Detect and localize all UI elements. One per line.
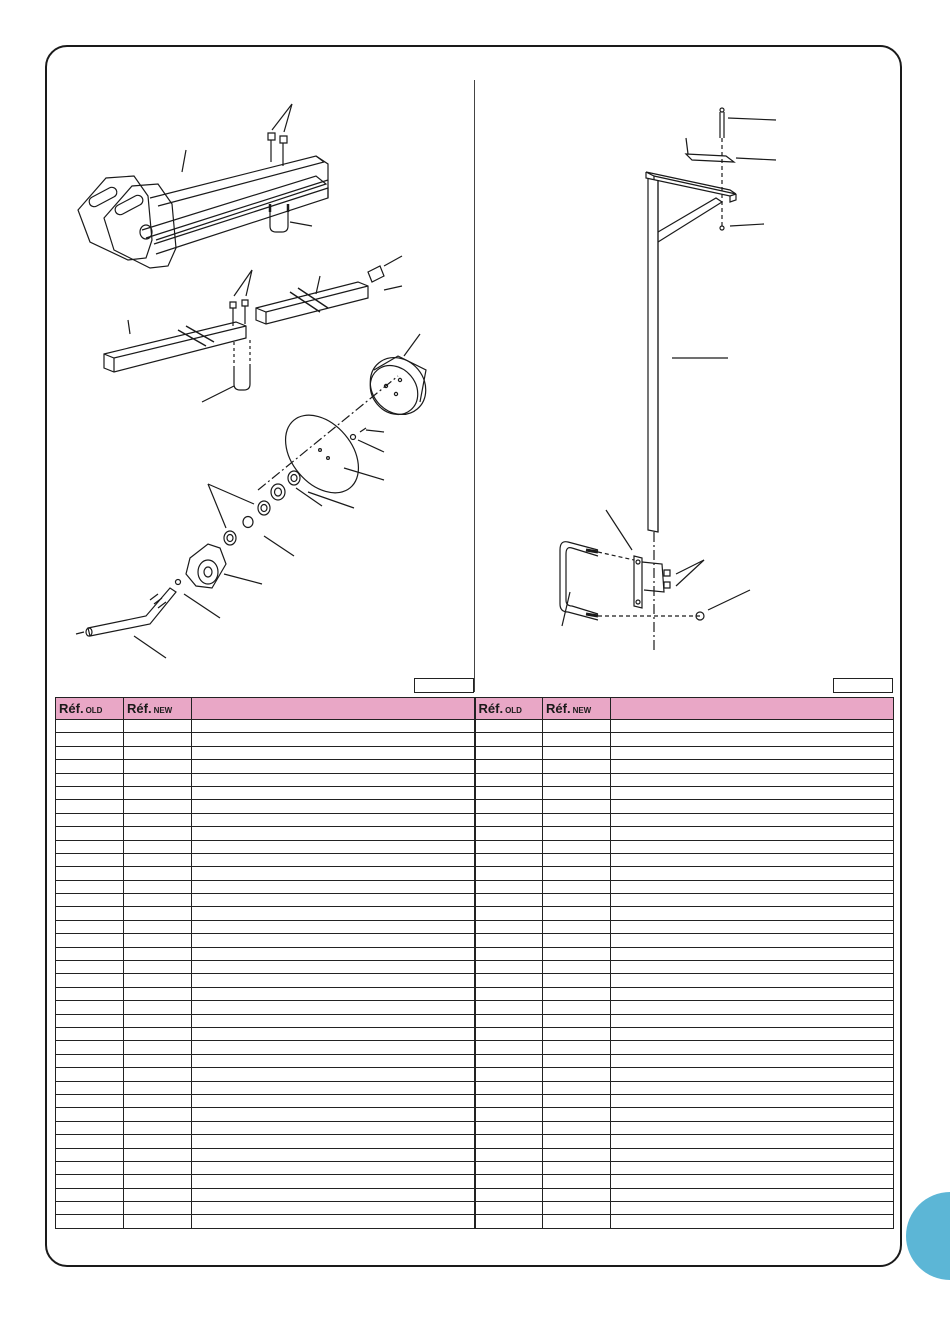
table-cell (611, 934, 894, 947)
table-cell (475, 894, 543, 907)
table-cell (56, 1215, 124, 1228)
table-cell (56, 800, 124, 813)
table-cell (124, 773, 192, 786)
table-cell (124, 867, 192, 880)
table-row (56, 746, 894, 759)
table-cell (611, 1161, 894, 1174)
table-cell (192, 920, 475, 933)
table-cell (611, 813, 894, 826)
table-cell (611, 1081, 894, 1094)
table-cell (543, 1148, 611, 1161)
table-cell (124, 813, 192, 826)
table-cell (475, 880, 543, 893)
table-cell (475, 867, 543, 880)
table-cell (543, 760, 611, 773)
table-cell (543, 961, 611, 974)
table-cell (124, 1215, 192, 1228)
table-cell (192, 894, 475, 907)
table-cell (56, 934, 124, 947)
table-cell (543, 920, 611, 933)
table-cell (611, 1202, 894, 1215)
table-cell (192, 1188, 475, 1201)
table-row (56, 880, 894, 893)
table-row (56, 800, 894, 813)
table-row (56, 1108, 894, 1121)
table-cell (56, 1135, 124, 1148)
table-cell (543, 1202, 611, 1215)
hub (186, 544, 226, 588)
table-cell (124, 746, 192, 759)
table-cell (56, 974, 124, 987)
table-cell (543, 1041, 611, 1054)
table-cell (124, 894, 192, 907)
table-cell (124, 1135, 192, 1148)
table-row (56, 867, 894, 880)
header-ref-new-right: Réf. NEW (543, 698, 611, 720)
table-cell (611, 961, 894, 974)
table-cell (543, 1135, 611, 1148)
figure-ref-box-left (414, 678, 474, 693)
table-cell (192, 827, 475, 840)
table-cell (611, 1094, 894, 1107)
table-cell (124, 1041, 192, 1054)
table-cell (475, 920, 543, 933)
table-cell (192, 934, 475, 947)
table-cell (56, 1148, 124, 1161)
table-cell (543, 1081, 611, 1094)
table-cell (192, 974, 475, 987)
table-cell (124, 1121, 192, 1134)
table-cell (192, 1041, 475, 1054)
bearing-rings (224, 471, 300, 545)
table-row (56, 840, 894, 853)
table-row (56, 1148, 894, 1161)
table-cell (543, 840, 611, 853)
table-cell (124, 934, 192, 947)
table-cell (611, 907, 894, 920)
table-cell (192, 773, 475, 786)
table-cell (192, 1161, 475, 1174)
table-cell (192, 733, 475, 746)
table-cell (611, 894, 894, 907)
table-cell (192, 1108, 475, 1121)
wall-clamp (634, 556, 670, 608)
table-cell (475, 720, 543, 733)
table-cell (56, 720, 124, 733)
table-cell (543, 733, 611, 746)
table-cell (192, 1121, 475, 1134)
table-cell (611, 840, 894, 853)
table-cell (124, 947, 192, 960)
table-cell (543, 907, 611, 920)
table-row (56, 853, 894, 866)
table-cell (56, 853, 124, 866)
table-cell (543, 813, 611, 826)
header-ref-new-left: Réf. NEW (124, 698, 192, 720)
table-cell (56, 867, 124, 880)
table-cell (56, 733, 124, 746)
table-cell (475, 1081, 543, 1094)
table-cell (124, 840, 192, 853)
table-row (56, 786, 894, 799)
table-cell (124, 961, 192, 974)
table-cell (611, 786, 894, 799)
table-cell (475, 1001, 543, 1014)
table-cell (56, 894, 124, 907)
table-cell (124, 1001, 192, 1014)
table-cell (124, 1094, 192, 1107)
table-cell (475, 1094, 543, 1107)
clamp-plate (686, 154, 734, 162)
table-cell (124, 1202, 192, 1215)
table-cell (543, 827, 611, 840)
exploded-diagram-right (478, 80, 892, 680)
table-cell (124, 1148, 192, 1161)
table-cell (611, 947, 894, 960)
tube-u-bolt (234, 340, 250, 390)
table-cell (475, 1175, 543, 1188)
table-cell (192, 1094, 475, 1107)
table-cell (192, 1202, 475, 1215)
table-cell (124, 733, 192, 746)
table-cell (475, 947, 543, 960)
table-cell (56, 1014, 124, 1027)
table-cell (56, 1161, 124, 1174)
table-cell (56, 840, 124, 853)
table-cell (56, 786, 124, 799)
page-tab-marker (906, 1192, 950, 1280)
table-cell (124, 720, 192, 733)
table-cell (192, 907, 475, 920)
table-row (56, 1135, 894, 1148)
table-cell (611, 720, 894, 733)
table-cell (56, 773, 124, 786)
table-row (56, 1188, 894, 1201)
table-row (56, 974, 894, 987)
table-cell (124, 800, 192, 813)
table-cell (475, 1068, 543, 1081)
arm-beams (140, 156, 328, 254)
table-row (56, 1068, 894, 1081)
table-cell (611, 987, 894, 1000)
table-cell (611, 1108, 894, 1121)
header-description-right (611, 698, 894, 720)
table-cell (192, 961, 475, 974)
table-cell (475, 853, 543, 866)
table-cell (475, 760, 543, 773)
table-cell (543, 1001, 611, 1014)
table-cell (611, 1014, 894, 1027)
table-cell (543, 934, 611, 947)
table-row (56, 813, 894, 826)
table-cell (543, 720, 611, 733)
table-cell (192, 1135, 475, 1148)
table-row (56, 1161, 894, 1174)
arm-u-bolt (270, 204, 288, 232)
table-cell (192, 720, 475, 733)
table-cell (543, 1054, 611, 1067)
table-cell (611, 1215, 894, 1228)
header-description-left (192, 698, 475, 720)
table-cell (475, 1148, 543, 1161)
table-cell (543, 1068, 611, 1081)
axle-shaft (86, 588, 176, 636)
table-cell (475, 840, 543, 853)
table-cell (56, 813, 124, 826)
table-cell (124, 853, 192, 866)
table-row (56, 1027, 894, 1040)
table-row (56, 1014, 894, 1027)
table-cell (56, 746, 124, 759)
table-cell (475, 1014, 543, 1027)
table-cell (192, 1081, 475, 1094)
table-cell (56, 1068, 124, 1081)
table-cell (475, 974, 543, 987)
table-cell (56, 907, 124, 920)
table-cell (56, 961, 124, 974)
table-row (56, 934, 894, 947)
table-cell (543, 1027, 611, 1040)
table-cell (611, 746, 894, 759)
table-cell (611, 760, 894, 773)
table-cell (192, 800, 475, 813)
table-cell (124, 974, 192, 987)
table-cell (543, 987, 611, 1000)
table-cell (543, 746, 611, 759)
table-cell (611, 1041, 894, 1054)
table-cell (56, 1202, 124, 1215)
table-cell (543, 1014, 611, 1027)
table-cell (543, 947, 611, 960)
table-cell (475, 800, 543, 813)
table-row (56, 773, 894, 786)
table-cell (56, 827, 124, 840)
table-cell (475, 1054, 543, 1067)
table-cell (124, 920, 192, 933)
table-cell (192, 760, 475, 773)
table-cell (475, 1188, 543, 1201)
table-cell (192, 840, 475, 853)
arm-bolts (268, 133, 287, 166)
table-row (56, 961, 894, 974)
table-cell (475, 1135, 543, 1148)
table-cell (56, 947, 124, 960)
table-cell (543, 786, 611, 799)
header-ref-old-right: Réf. OLD (475, 698, 543, 720)
table-cell (56, 1121, 124, 1134)
table-row (56, 733, 894, 746)
table-cell (543, 867, 611, 880)
exploded-diagram-left (58, 80, 472, 680)
diagram-divider (474, 80, 475, 692)
bracket-plates (78, 176, 176, 268)
table-cell (124, 1054, 192, 1067)
table-cell (543, 880, 611, 893)
table-row (56, 987, 894, 1000)
table-cell (124, 880, 192, 893)
table-cell (611, 920, 894, 933)
table-cell (192, 1215, 475, 1228)
table-cell (543, 773, 611, 786)
table-cell (611, 1121, 894, 1134)
table-cell (543, 853, 611, 866)
table-cell (611, 1188, 894, 1201)
table-cell (56, 987, 124, 1000)
table-cell (611, 974, 894, 987)
table-cell (611, 880, 894, 893)
table-cell (611, 1135, 894, 1148)
table-cell (475, 773, 543, 786)
table-cell (475, 961, 543, 974)
table-row (56, 1054, 894, 1067)
table-cell (475, 786, 543, 799)
table-cell (475, 1108, 543, 1121)
table-cell (124, 1188, 192, 1201)
table-cell (124, 907, 192, 920)
table-cell (124, 1175, 192, 1188)
table-cell (475, 1202, 543, 1215)
table-cell (543, 974, 611, 987)
table-cell (611, 773, 894, 786)
table-cell (192, 1175, 475, 1188)
table-cell (124, 1081, 192, 1094)
table-cell (543, 1175, 611, 1188)
table-cell (56, 1041, 124, 1054)
table-cell (192, 1014, 475, 1027)
table-cell (611, 827, 894, 840)
table-row (56, 947, 894, 960)
table-cell (192, 947, 475, 960)
table-row (56, 1081, 894, 1094)
table-cell (543, 894, 611, 907)
table-cell (543, 800, 611, 813)
table-cell (192, 1054, 475, 1067)
table-cell (475, 907, 543, 920)
parts-table-body (56, 720, 894, 1229)
table-row (56, 1215, 894, 1228)
table-cell (56, 1081, 124, 1094)
table-cell (475, 813, 543, 826)
table-cell (475, 733, 543, 746)
table-cell (475, 987, 543, 1000)
u-bolt-clamp (560, 542, 700, 620)
table-cell (192, 1068, 475, 1081)
table-cell (56, 1027, 124, 1040)
table-cell (56, 1054, 124, 1067)
table-row (56, 920, 894, 933)
table-cell (611, 1068, 894, 1081)
table-cell (56, 920, 124, 933)
table-cell (475, 1161, 543, 1174)
table-cell (611, 853, 894, 866)
table-cell (611, 1001, 894, 1014)
table-cell (611, 1027, 894, 1040)
table-cell (124, 1108, 192, 1121)
table-row (56, 1041, 894, 1054)
table-cell (56, 1108, 124, 1121)
header-ref-old-left: Réf. OLD (56, 698, 124, 720)
table-row (56, 827, 894, 840)
table-cell (124, 987, 192, 1000)
table-cell (611, 733, 894, 746)
table-row (56, 760, 894, 773)
table-cell (124, 786, 192, 799)
table-cell (124, 1161, 192, 1174)
table-header-row (56, 698, 894, 720)
wheel (359, 346, 437, 425)
table-row (56, 907, 894, 920)
table-row (56, 1121, 894, 1134)
table-cell (124, 827, 192, 840)
table-cell (192, 1001, 475, 1014)
disc (271, 401, 374, 507)
table-cell (192, 853, 475, 866)
table-cell (543, 1188, 611, 1201)
table-cell (475, 1121, 543, 1134)
table-cell (192, 987, 475, 1000)
figure-ref-box-right (833, 678, 893, 693)
table-cell (192, 880, 475, 893)
table-cell (124, 1027, 192, 1040)
table-cell (192, 813, 475, 826)
table-row (56, 894, 894, 907)
table-cell (124, 1068, 192, 1081)
table-cell (543, 1161, 611, 1174)
table-cell (611, 1148, 894, 1161)
table-cell (475, 1041, 543, 1054)
table-cell (611, 800, 894, 813)
table-cell (56, 1175, 124, 1188)
table-cell (543, 1108, 611, 1121)
top-bolt (720, 108, 724, 138)
table-cell (56, 880, 124, 893)
table-cell (56, 760, 124, 773)
table-row (56, 1094, 894, 1107)
table-cell (543, 1094, 611, 1107)
parts-table (55, 697, 894, 1229)
table-cell (192, 1148, 475, 1161)
table-cell (475, 746, 543, 759)
table-cell (56, 1001, 124, 1014)
table-cell (543, 1121, 611, 1134)
table-cell (192, 786, 475, 799)
table-cell (475, 1215, 543, 1228)
table-row (56, 1001, 894, 1014)
table-cell (611, 1175, 894, 1188)
table-cell (56, 1188, 124, 1201)
table-cell (124, 760, 192, 773)
table-cell (192, 867, 475, 880)
table-row (56, 1175, 894, 1188)
table-cell (192, 746, 475, 759)
table-cell (543, 1215, 611, 1228)
table-cell (124, 1014, 192, 1027)
table-cell (611, 867, 894, 880)
table-cell (192, 1027, 475, 1040)
table-cell (611, 1054, 894, 1067)
table-row (56, 1202, 894, 1215)
table-cell (475, 1027, 543, 1040)
table-cell (56, 1094, 124, 1107)
table-cell (475, 934, 543, 947)
table-row (56, 720, 894, 733)
table-cell (475, 827, 543, 840)
